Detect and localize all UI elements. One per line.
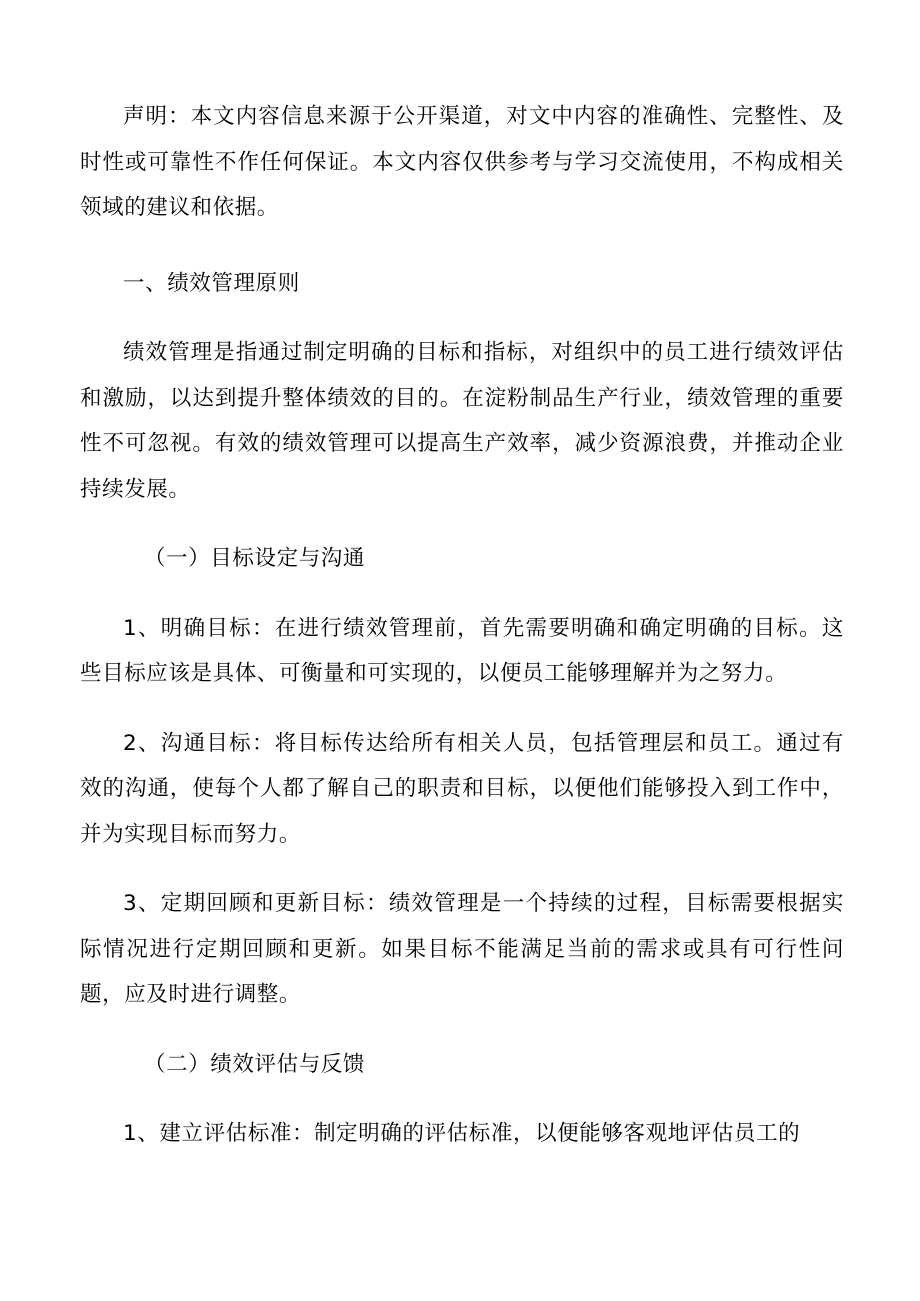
subsection-heading: （二）绩效评估与反馈 <box>144 1051 366 1077</box>
list-item: 2、沟通目标：将目标传达给所有相关人员，包括管理层和员工。通过有效的沟通，使每个人都了解自己的职责和目标，以便他们能够投入到工作中，并为实现目标而努力。 <box>80 730 844 847</box>
list-item: 3、定期回顾和更新目标：绩效管理是一个持续的过程，目标需要根据实际情况进行定期回顾和更新。如果目标不能满足当前的需求或具有可行性问题，应及时进行调整。 <box>80 891 844 1007</box>
disclaimer-paragraph: 声明：本文内容信息来源于公开渠道，对文中内容的准确性、完整性、及时性或可靠性不作任何保证。本文内容仅供参考与学习交流使用，不构成相关领域的建议和依据。 <box>80 104 844 220</box>
section-heading: 一、绩效管理原则 <box>123 270 300 296</box>
list-item: 1、明确目标：在进行绩效管理前，首先需要明确和确定明确的目标。这些目标应该是具体、可衡量和可实现的，以便员工能够理解并为之努力。 <box>80 615 844 686</box>
subsection-heading: （一）目标设定与沟通 <box>144 546 366 571</box>
section-intro-paragraph: 绩效管理是指通过制定明确的目标和指标，对组织中的员工进行绩效评估和激励，以达到提升整体绩效的目的。在淀粉制品生产行业，绩效管理的重要性不可忽视。有效的绩效管理可以提高生产效率，减少资源浪费，并推动企业持续发展。 <box>80 340 844 502</box>
list-item: 1、建立评估标准：制定明确的评估标准，以便能够客观地评估员工的 <box>123 1121 801 1146</box>
document-body <box>80 94 844 1157</box>
